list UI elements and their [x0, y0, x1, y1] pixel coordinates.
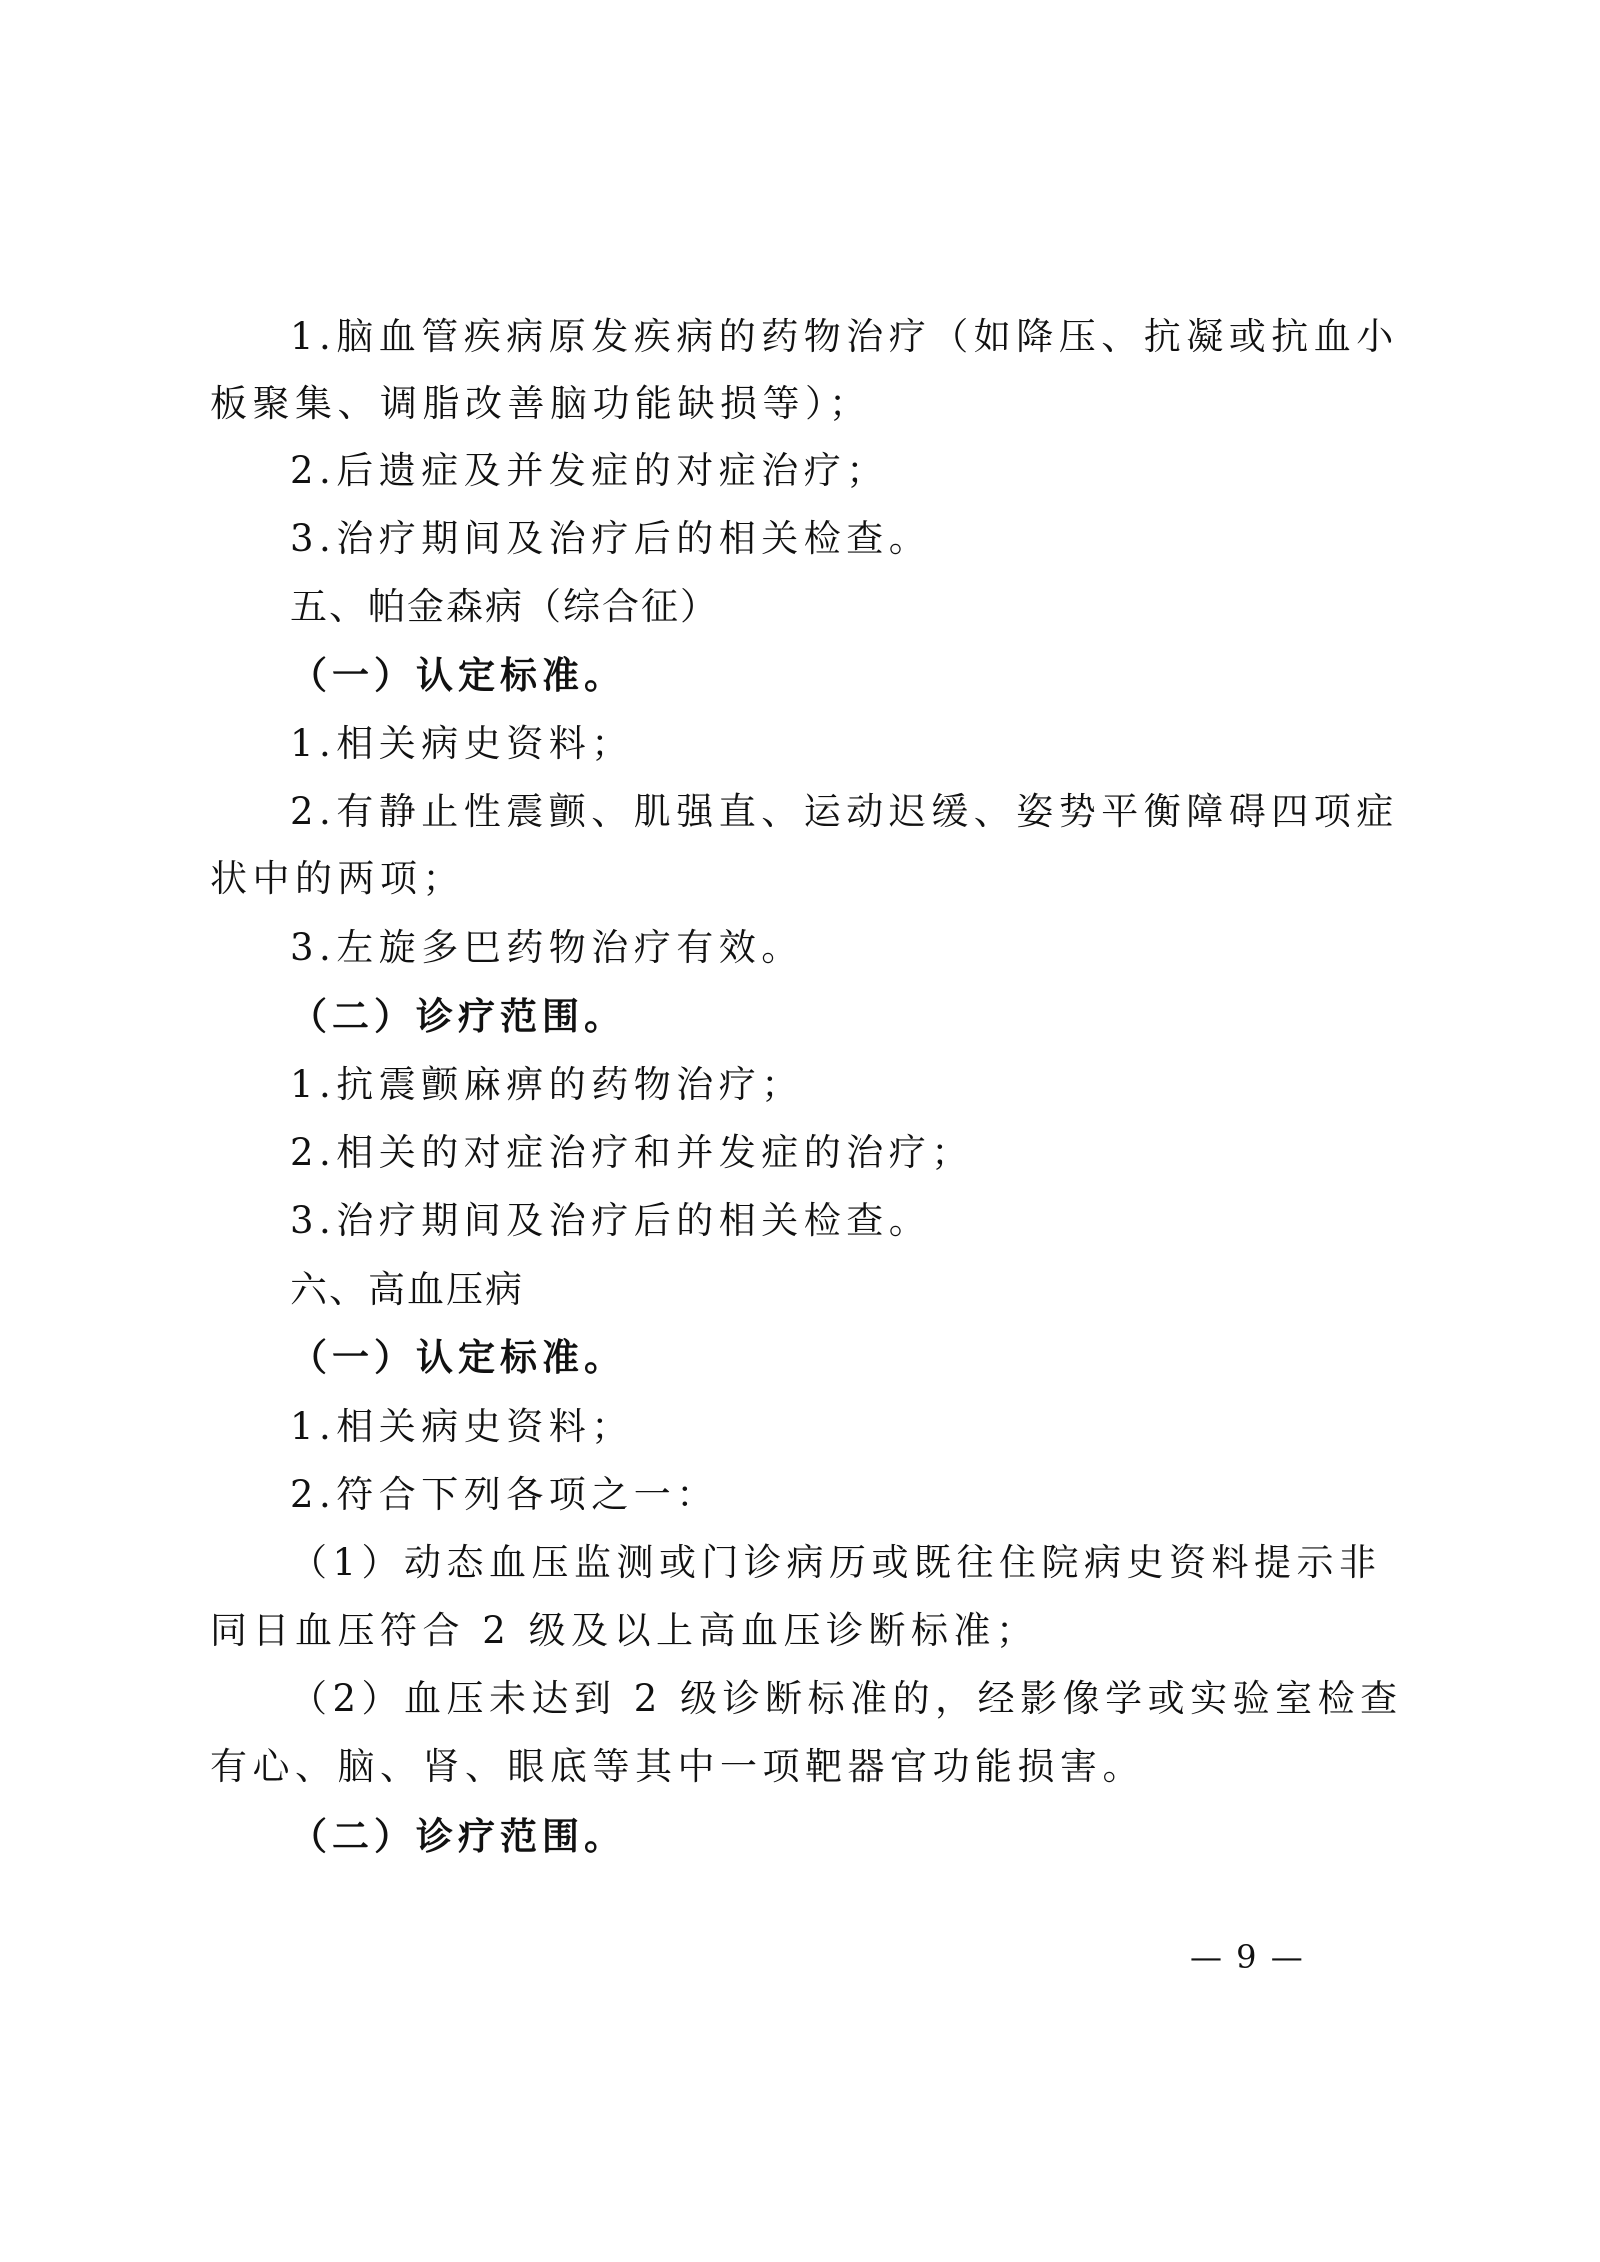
paragraph-line: 3.左旋多巴药物治疗有效。 [290, 926, 804, 969]
paragraph-line: 1.抗震颤麻痹的药物治疗； [290, 1063, 804, 1106]
paragraph-line: 3.治疗期间及治疗后的相关检查。 [290, 517, 932, 560]
subsection-heading: （一）认定标准。 [290, 654, 626, 697]
section-heading: 六、高血压病 [290, 1268, 524, 1311]
page-number: — 9 — [1190, 1938, 1305, 1976]
paragraph-line: 2.后遗症及并发症的对症治疗； [290, 449, 889, 492]
subsection-heading: （二）诊疗范围。 [290, 1815, 626, 1858]
subsection-heading: （一）认定标准。 [290, 1336, 626, 1379]
paragraph-line: 同日血压符合 2 级及以上高血压诊断标准； [210, 1609, 1039, 1652]
paragraph-line: 有心、脑、肾、眼底等其中一项靶器官功能损害。 [210, 1745, 1145, 1788]
section-heading: 五、帕金森病（综合征） [290, 585, 719, 628]
paragraph-line: 状中的两项； [210, 857, 465, 900]
paragraph-line: 板聚集、调脂改善脑功能缺损等）； [210, 382, 872, 425]
paragraph-line: 3.治疗期间及治疗后的相关检查。 [290, 1199, 932, 1242]
paragraph-line: 1.相关病史资料； [290, 722, 634, 765]
paragraph-line: 2.有静止性震颤、肌强直、运动迟缓、姿势平衡障碍四项症 [290, 790, 1399, 833]
subsection-heading: （二）诊疗范围。 [290, 995, 626, 1038]
paragraph-line: 1.相关病史资料； [290, 1405, 634, 1448]
paragraph-line: 1.脑血管疾病原发疾病的药物治疗（如降压、抗凝或抗血小 [290, 315, 1399, 358]
paragraph-line: 2.符合下列各项之一： [290, 1473, 719, 1516]
paragraph-line: （1）动态血压监测或门诊病历或既往住院病史资料提示非 [290, 1541, 1382, 1584]
paragraph-line: 2.相关的对症治疗和并发症的治疗； [290, 1131, 974, 1174]
paragraph-line: （2）血压未达到 2 级诊断标准的，经影像学或实验室检查 [290, 1677, 1403, 1720]
